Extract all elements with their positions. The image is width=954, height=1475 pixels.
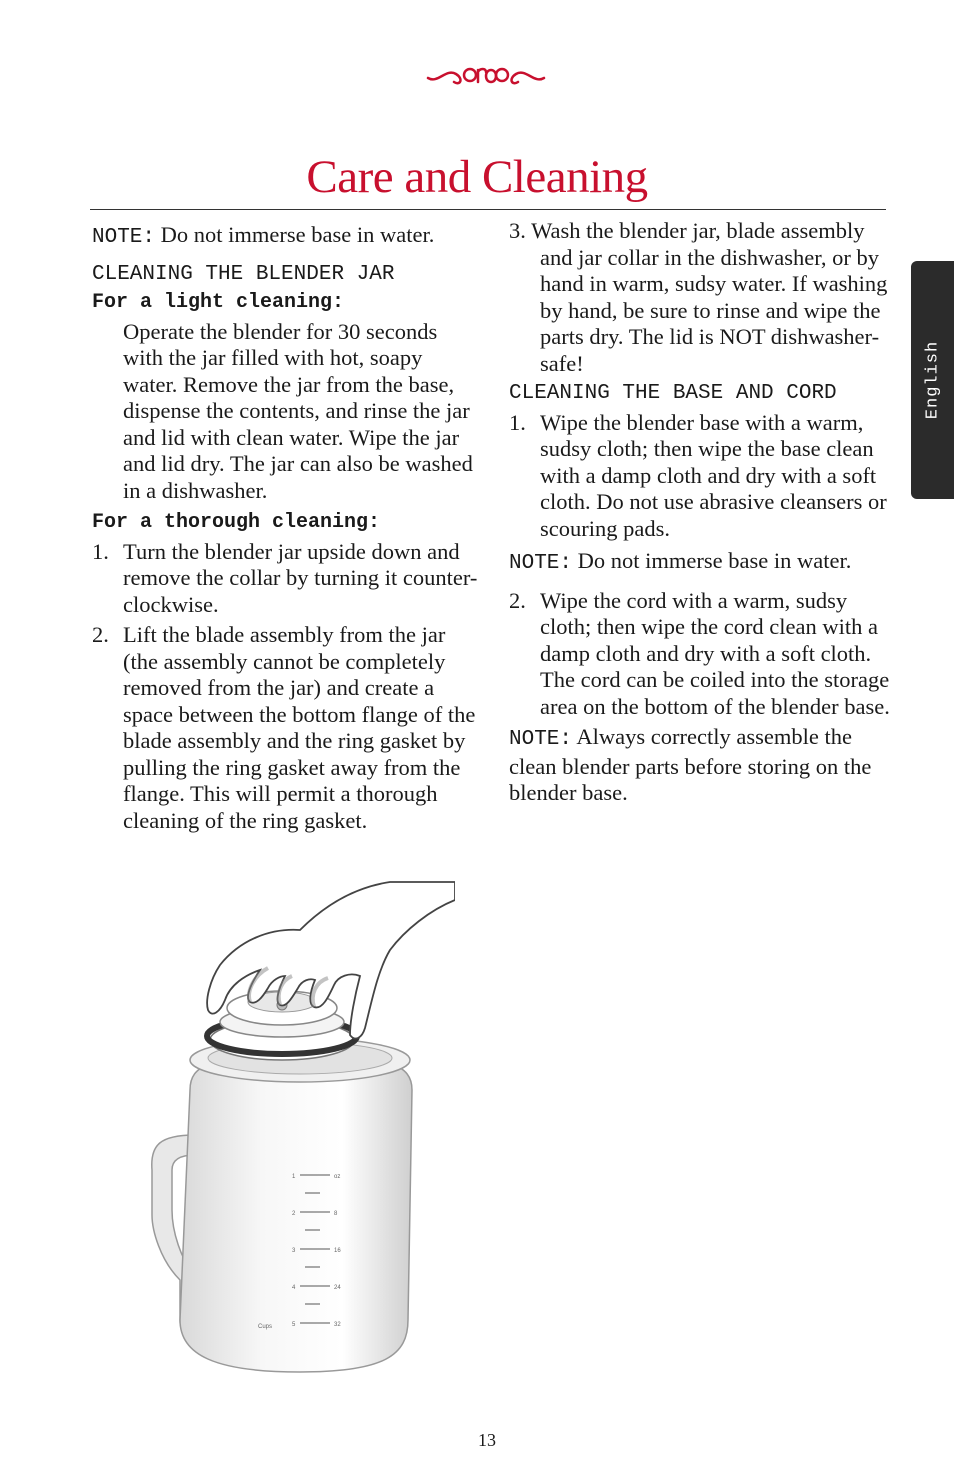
note-text: Always correctly assemble the clean blender parts before storing on the blender base. bbox=[509, 724, 872, 805]
scale-unit-label: Cups bbox=[258, 1324, 273, 1330]
note-assemble bbox=[509, 724, 894, 807]
note-base-water bbox=[92, 222, 482, 252]
step-number: 1. bbox=[92, 538, 109, 564]
left-column bbox=[92, 222, 482, 838]
step-text: Lift the blade assembly from the jar (the assembly cannot be completely removed from the jar) and create a space between the bottom flange of the blade assembly and the ring gasket by pulling the ring gasket away from the flange. This will permit a thorough cleaning of the ring gasket. bbox=[123, 622, 476, 833]
scale-mark-right: 24 bbox=[334, 1285, 341, 1291]
light-cleaning-text: Operate the blender for 30 seconds with the jar filled with hot, soapy water. Remove the jar from the base, dispense the contents, and rinse the jar and lid with clean water. Wipe the jar and lid dry. The jar can also be washed in a dishwasher. bbox=[123, 318, 473, 503]
note-base-water-2 bbox=[509, 548, 894, 578]
scale-mark-right: 8 bbox=[334, 1211, 338, 1217]
note-label: NOTE: bbox=[509, 728, 573, 751]
scale-mark-right: oz bbox=[334, 1174, 341, 1180]
scale-mark-right: 32 bbox=[334, 1322, 341, 1328]
step-number: 1. bbox=[509, 409, 526, 435]
note-text: Do not immerse base in water. bbox=[572, 548, 852, 573]
step-3-wash: 3. Wash the blender jar, blade assembly and jar collar in the dishwasher, or by hand in warm, sudsy water. If washing by hand, be sure to rinse and wipe the parts dry. The lid is NOT dishwasher-safe! bbox=[509, 218, 888, 376]
decorative-ornament bbox=[424, 58, 548, 92]
note-text: Do not immerse base in water. bbox=[155, 222, 435, 247]
title-divider bbox=[90, 209, 886, 210]
note-label: NOTE: bbox=[509, 552, 573, 575]
scale-mark-left: 3 bbox=[292, 1248, 296, 1254]
base-step-1 bbox=[509, 410, 894, 543]
scale-mark-right: 16 bbox=[334, 1248, 341, 1254]
note-label: NOTE: bbox=[92, 226, 156, 249]
language-tab bbox=[911, 261, 954, 499]
page-number: 13 bbox=[478, 1430, 496, 1450]
scale-mark-left: 4 bbox=[292, 1285, 296, 1291]
heading-thorough-cleaning: For a thorough cleaning: bbox=[92, 511, 381, 534]
scale-mark-left: 2 bbox=[292, 1211, 296, 1217]
step-number: 2. bbox=[509, 587, 526, 613]
step-number: 2. bbox=[92, 622, 109, 647]
thorough-step-2 bbox=[92, 622, 482, 834]
base-step-2 bbox=[509, 588, 894, 721]
heading-cleaning-jar: CLEANING THE BLENDER JAR bbox=[92, 262, 395, 286]
step-text: Wipe the blender base with a warm, sudsy cloth; then wipe the base clean with a damp cloth and dry with a soft cloth. Do not use abrasive cleansers or scouring pads. bbox=[540, 409, 887, 541]
step-text: Turn the blender jar upside down and remove the collar by turning it counter-clockwise. bbox=[123, 538, 478, 617]
heading-cleaning-base: CLEANING THE BASE AND CORD bbox=[509, 382, 837, 405]
page-title: Care and Cleaning bbox=[306, 151, 648, 203]
right-column bbox=[509, 218, 894, 807]
language-tab-label: English bbox=[923, 340, 942, 420]
step-text: Wipe the cord with a warm, sudsy cloth; then wipe the cord clean with a damp cloth and dry with a soft cloth. The cord can be coiled into the storage area on the bottom of the blender base. bbox=[540, 587, 890, 719]
heading-light-cleaning: For a light cleaning: bbox=[92, 291, 345, 314]
scale-mark-left: 1 bbox=[292, 1174, 296, 1180]
thorough-step-1 bbox=[92, 539, 482, 619]
scale-mark-left: 5 bbox=[292, 1322, 296, 1328]
blender-jar-illustration bbox=[150, 880, 455, 1375]
